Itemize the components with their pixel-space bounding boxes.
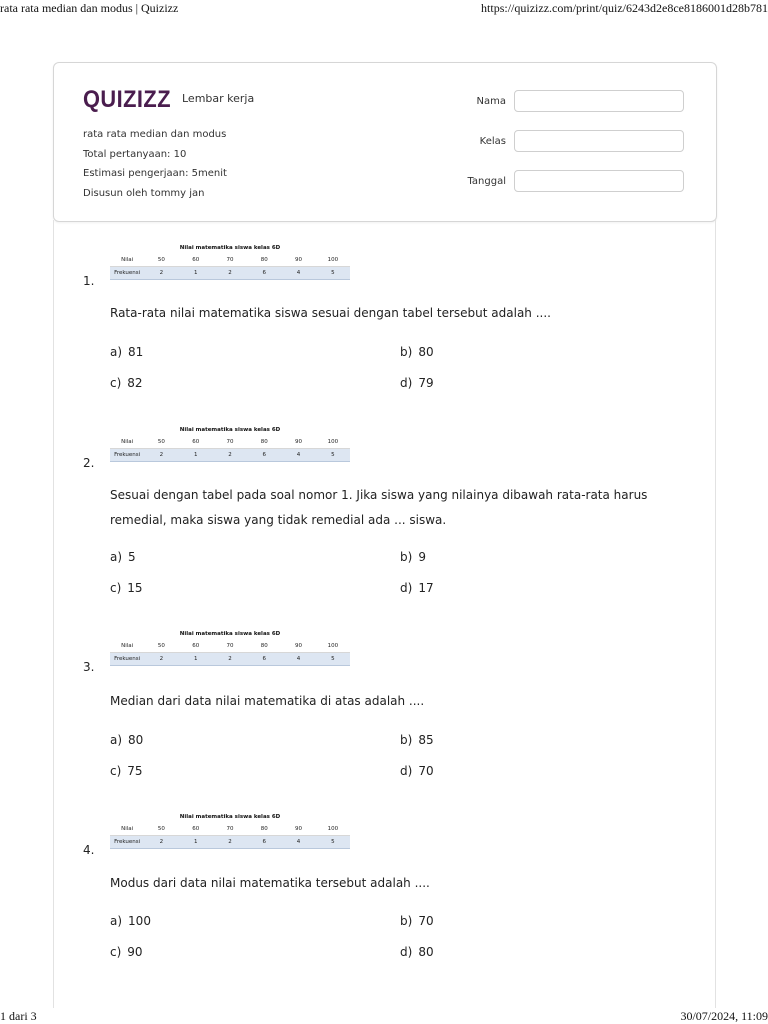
table-cell: Nilai	[110, 823, 144, 836]
table-cell: 50	[144, 436, 178, 449]
table-title: Nilai matematika siswa kelas 6D	[179, 631, 281, 637]
option-c[interactable]	[110, 945, 143, 959]
option-letter: b)	[400, 914, 413, 928]
content-border-left	[53, 220, 54, 1008]
print-page-title: rata rata median dan modus | Quizizz	[0, 1, 179, 15]
table-cell: 60	[179, 436, 213, 449]
option-text: 90	[127, 945, 143, 959]
table-cell: 4	[281, 267, 315, 280]
option-letter: b)	[400, 550, 413, 564]
table-cell: 6	[247, 653, 281, 666]
option-letter: d)	[400, 581, 413, 595]
table-cell: 5	[316, 449, 350, 462]
question-3	[83, 630, 683, 780]
table-title: Nilai matematika siswa kelas 6D	[179, 245, 281, 251]
option-d[interactable]	[400, 376, 434, 390]
option-letter: d)	[400, 764, 413, 778]
table-row-values	[110, 640, 350, 653]
table-cell: 6	[247, 449, 281, 462]
date-field	[426, 170, 684, 192]
table-cell: 80	[247, 640, 281, 653]
name-field	[426, 90, 684, 112]
table-cell: 2	[144, 449, 178, 462]
question-4	[83, 813, 683, 963]
table-cell: 5	[316, 267, 350, 280]
table-cell: 90	[281, 436, 315, 449]
print-header	[0, 0, 768, 18]
table-cell: 1	[179, 267, 213, 280]
worksheet-header-card	[53, 62, 717, 222]
option-letter: c)	[110, 764, 122, 778]
option-letter: a)	[110, 550, 123, 564]
option-b[interactable]	[400, 550, 426, 564]
table-cell: 1	[179, 836, 213, 849]
table-cell: 2	[144, 267, 178, 280]
option-letter: a)	[110, 345, 123, 359]
table-cell: 50	[144, 640, 178, 653]
date-input[interactable]	[514, 170, 684, 192]
question-number: 1.	[83, 274, 95, 288]
time-estimate: Estimasi pengerjaan: 5menit	[83, 168, 227, 179]
table-cell: Frekuensi	[110, 267, 144, 280]
table-cell: 1	[179, 449, 213, 462]
table-cell: Frekuensi	[110, 449, 144, 462]
table-cell: 70	[213, 640, 247, 653]
table-cell: 100	[316, 640, 350, 653]
table-cell: Frekuensi	[110, 653, 144, 666]
class-field	[426, 130, 684, 152]
option-text: 15	[127, 581, 143, 595]
frequency-table	[110, 813, 350, 849]
option-letter: a)	[110, 733, 123, 747]
option-text: 80	[418, 345, 434, 359]
table-cell: 4	[281, 836, 315, 849]
option-text: 70	[418, 914, 434, 928]
table-cell: Nilai	[110, 436, 144, 449]
table-row-frequency	[110, 836, 350, 849]
table	[110, 639, 350, 666]
table-cell: 6	[247, 836, 281, 849]
option-text: 75	[127, 764, 143, 778]
question-text: Rata-rata nilai matematika siswa sesuai dengan tabel tersebut adalah ....	[110, 306, 551, 320]
option-a[interactable]	[110, 733, 143, 747]
page-number: 1 dari 3	[0, 1009, 37, 1023]
table-row-values	[110, 254, 350, 267]
option-text: 85	[418, 733, 434, 747]
option-text: 5	[128, 550, 136, 564]
option-letter: b)	[400, 345, 413, 359]
option-b[interactable]	[400, 345, 434, 359]
table-cell: 2	[144, 836, 178, 849]
class-label: Kelas	[479, 135, 506, 147]
table-cell: 90	[281, 254, 315, 267]
table-cell: 80	[247, 823, 281, 836]
table-cell: 4	[281, 449, 315, 462]
question-number: 3.	[83, 660, 95, 674]
worksheet-subtitle: Lembar kerja	[182, 91, 255, 105]
table-cell: 5	[316, 653, 350, 666]
table-cell: 2	[213, 267, 247, 280]
option-text: 79	[418, 376, 434, 390]
author: Disusun oleh tommy jan	[83, 187, 205, 199]
table-cell: Nilai	[110, 254, 144, 267]
table-cell: 100	[316, 436, 350, 449]
name-input[interactable]	[514, 90, 684, 112]
option-letter: a)	[110, 914, 123, 928]
table-cell: 50	[144, 254, 178, 267]
table-cell: 80	[247, 436, 281, 449]
table-cell: 50	[144, 823, 178, 836]
option-c[interactable]	[110, 376, 143, 390]
option-text: 17	[418, 581, 434, 595]
table-cell: 60	[179, 823, 213, 836]
table-cell: 90	[281, 823, 315, 836]
table-cell: Nilai	[110, 640, 144, 653]
quizizz-logo	[83, 83, 175, 113]
frequency-table	[110, 244, 350, 280]
option-text: 70	[418, 764, 434, 778]
option-text: 80	[128, 733, 144, 747]
table-row-frequency	[110, 449, 350, 462]
table-title: Nilai matematika siswa kelas 6D	[179, 427, 281, 433]
print-datetime: 30/07/2024, 11:09	[680, 1009, 768, 1023]
option-a[interactable]	[110, 914, 151, 928]
table	[110, 435, 350, 462]
worksheet-title: rata rata median dan modus	[83, 129, 227, 140]
question-text: Modus dari data nilai matematika tersebut adalah ....	[110, 876, 430, 890]
question-number: 2.	[83, 456, 95, 470]
table-cell: 70	[213, 823, 247, 836]
table-cell: 6	[247, 267, 281, 280]
table-cell: 100	[316, 823, 350, 836]
date-label: Tanggal	[467, 175, 506, 187]
table-cell: 2	[213, 836, 247, 849]
table-cell: 2	[213, 449, 247, 462]
option-b[interactable]	[400, 733, 434, 747]
table-cell: 4	[281, 653, 315, 666]
option-d[interactable]	[400, 581, 434, 595]
question-text: Sesuai dengan tabel pada soal nomor 1. Jika siswa yang nilainya dibawah rata-rata harus remedial, maka siswa yang tidak remedial ada ... siswa.	[110, 488, 648, 527]
option-text: 81	[128, 345, 144, 359]
table-cell: 2	[144, 653, 178, 666]
option-letter: c)	[110, 376, 122, 390]
table-cell: 60	[179, 254, 213, 267]
print-footer	[0, 1008, 768, 1024]
name-label: Nama	[476, 95, 506, 107]
option-letter: d)	[400, 945, 413, 959]
table-row-values	[110, 823, 350, 836]
table-row-values	[110, 436, 350, 449]
table-row-frequency	[110, 653, 350, 666]
option-text: 9	[418, 550, 426, 564]
table-row-frequency	[110, 267, 350, 280]
frequency-table	[110, 426, 350, 462]
table-cell: 90	[281, 640, 315, 653]
table-cell: 100	[316, 254, 350, 267]
brand	[83, 83, 254, 113]
option-d[interactable]	[400, 764, 434, 778]
table-cell: 2	[213, 653, 247, 666]
content-border-right	[715, 220, 716, 1008]
option-b[interactable]	[400, 914, 434, 928]
svg-text:QUIZIZZ: QUIZIZZ	[83, 86, 171, 113]
print-url: https://quizizz.com/print/quiz/6243d2e8ce8186001d28b781	[481, 1, 768, 15]
table-title: Nilai matematika siswa kelas 6D	[179, 814, 281, 820]
table-cell: Frekuensi	[110, 836, 144, 849]
class-input[interactable]	[514, 130, 684, 152]
question-text: Median dari data nilai matematika di atas adalah ....	[110, 694, 425, 708]
question-1	[83, 244, 683, 394]
option-letter: d)	[400, 376, 413, 390]
table-cell: 70	[213, 254, 247, 267]
table-cell: 60	[179, 640, 213, 653]
table	[110, 822, 350, 849]
question-number: 4.	[83, 843, 95, 857]
frequency-table	[110, 630, 350, 666]
option-letter: c)	[110, 581, 122, 595]
option-a[interactable]	[110, 550, 136, 564]
table-cell: 5	[316, 836, 350, 849]
option-text: 100	[128, 914, 151, 928]
option-letter: c)	[110, 945, 122, 959]
option-a[interactable]	[110, 345, 143, 359]
worksheet-meta	[83, 125, 227, 203]
total-questions: Total pertanyaan: 10	[83, 148, 187, 160]
option-text: 80	[418, 945, 434, 959]
question-2	[83, 426, 683, 601]
table-cell: 1	[179, 653, 213, 666]
option-c[interactable]	[110, 581, 143, 595]
option-d[interactable]	[400, 945, 434, 959]
option-c[interactable]	[110, 764, 143, 778]
option-letter: b)	[400, 733, 413, 747]
table-cell: 70	[213, 436, 247, 449]
table-cell: 80	[247, 254, 281, 267]
table	[110, 253, 350, 280]
option-text: 82	[127, 376, 143, 390]
